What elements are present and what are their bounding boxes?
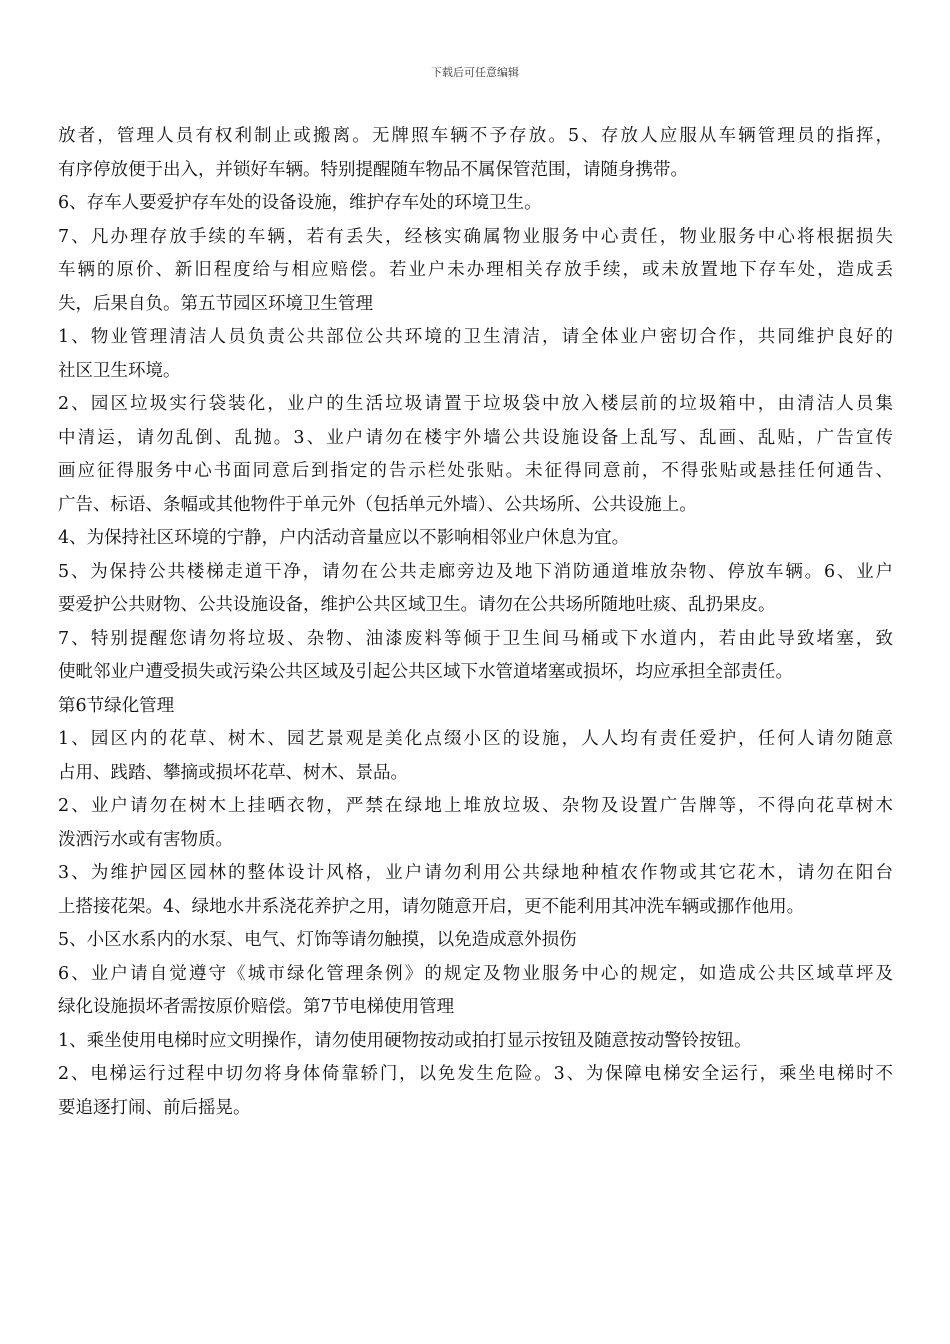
text-line: 车辆的原价、新旧程度给与相应赔偿。若业户未办理相关存放手续，或未放置地下存车处，造成丢 (58, 260, 893, 280)
page-header-note: 下载后可任意编辑 (431, 66, 519, 79)
text-line: 有序停放便于出入，并锁好车辆。特别提醒随车物品不属保管范围，请随身携带。 (58, 159, 688, 180)
text-line: 社区卫生环境。 (58, 360, 181, 381)
text-line: 使毗邻业户遭受损失或污染公共区域及引起公共区域下水管道堵塞或损坏，均应承担全部责任。 (58, 662, 793, 682)
text-line: 放者，管理人员有权利制止或搬离。无牌照车辆不予存放。5、存放人应服从车辆管理员的指挥， (58, 126, 893, 146)
text-line: 占用、践踏、攀摘或损坏花草、树木、景品。 (58, 762, 408, 783)
document-body (58, 120, 893, 1125)
text-line: 要追逐打闹、前后摇晃。 (58, 1097, 251, 1118)
text-line: 画应征得服务中心书面同意后到指定的告示栏处张贴。未征得同意前，不得张贴或悬挂任何通告、 (58, 461, 893, 481)
text-line: 7、特别提醒您请勿将垃圾、杂物、油漆废料等倾于卫生间马桶或下水道内，若由此导致堵塞，致 (58, 628, 893, 649)
text-line: 中清运，请勿乱倒、乱抛。3、业户请勿在楼宇外墙公共设施设备上乱写、乱画、乱贴，广告宣传 (58, 427, 893, 448)
text-line: 5、为保持公共楼梯走道干净，请勿在公共走廊旁边及地下消防通道堆放杂物、停放车辆。6、业户 (58, 561, 893, 582)
text-line: 上搭接花架。4、绿地水井系浇花养护之用，请勿随意开启，更不能利用其冲洗车辆或挪作他用。 (58, 896, 805, 917)
text-line: 1、园区内的花草、树木、园艺景观是美化点缀小区的设施，人人均有责任爱护，任何人请勿随意 (58, 729, 893, 749)
text-line: 1、乘坐使用电梯时应文明操作，请勿使用硬物按动或拍打显示按钮及随意按动警铃按钮。 (58, 1030, 752, 1051)
text-line: 4、为保持社区环境的宁静，户内活动音量应以不影响相邻业户休息为宜。 (58, 528, 630, 548)
text-line: 6、业户请自觉遵守《城市绿化管理条例》的规定及物业服务中心的规定，如造成公共区域草坪及 (58, 963, 893, 984)
text-line: 失，后果自负。第五节园区环境卫生管理 (58, 293, 373, 314)
text-line: 7、凡办理存放手续的车辆，若有丢失，经核实确属物业服务中心责任，物业服务中心将根据损失 (58, 226, 893, 247)
text-line: 2、电梯运行过程中切勿将身体倚靠轿门，以免发生危险。3、为保障电梯安全运行，乘坐电梯时不 (58, 1064, 893, 1084)
text-line: 广告、标语、条幅或其他物件于单元外（包括单元外墙）、公共场所、公共设施上。 (58, 494, 697, 515)
text-line: 3、为维护园区园林的整体设计风格，业户请勿利用公共绿地种植农作物或其它花木，请勿在阳台 (58, 863, 893, 883)
text-line: 绿化设施损坏者需按原价赔偿。第7节电梯使用管理 (58, 997, 455, 1017)
text-line: 5、小区水系内的水泵、电气、灯饰等请勿触摸，以免造成意外损伤 (58, 930, 577, 950)
text-line: 1、物业管理清洁人员负责公共部位公共环境的卫生清洁，请全体业户密切合作，共同维护良好的 (58, 327, 893, 347)
text-line: 泼洒污水或有害物质。 (58, 829, 233, 850)
text-line: 要爱护公共财物、公共设施设备，维护公共区域卫生。请勿在公共场所随地吐痰、乱扔果皮。 (58, 595, 776, 615)
text-line: 2、业户请勿在树木上挂晒衣物，严禁在绿地上堆放垃圾、杂物及设置广告牌等，不得向花草树木 (58, 796, 893, 816)
text-line: 2、园区垃圾实行袋装化，业户的生活垃圾请置于垃圾袋中放入楼层前的垃圾箱中，由清洁人员集 (58, 394, 893, 414)
text-line: 第6节绿化管理 (58, 695, 175, 716)
text-line: 6、存车人要爱护存车处的设备设施，维护存车处的环境卫生。 (58, 193, 542, 213)
